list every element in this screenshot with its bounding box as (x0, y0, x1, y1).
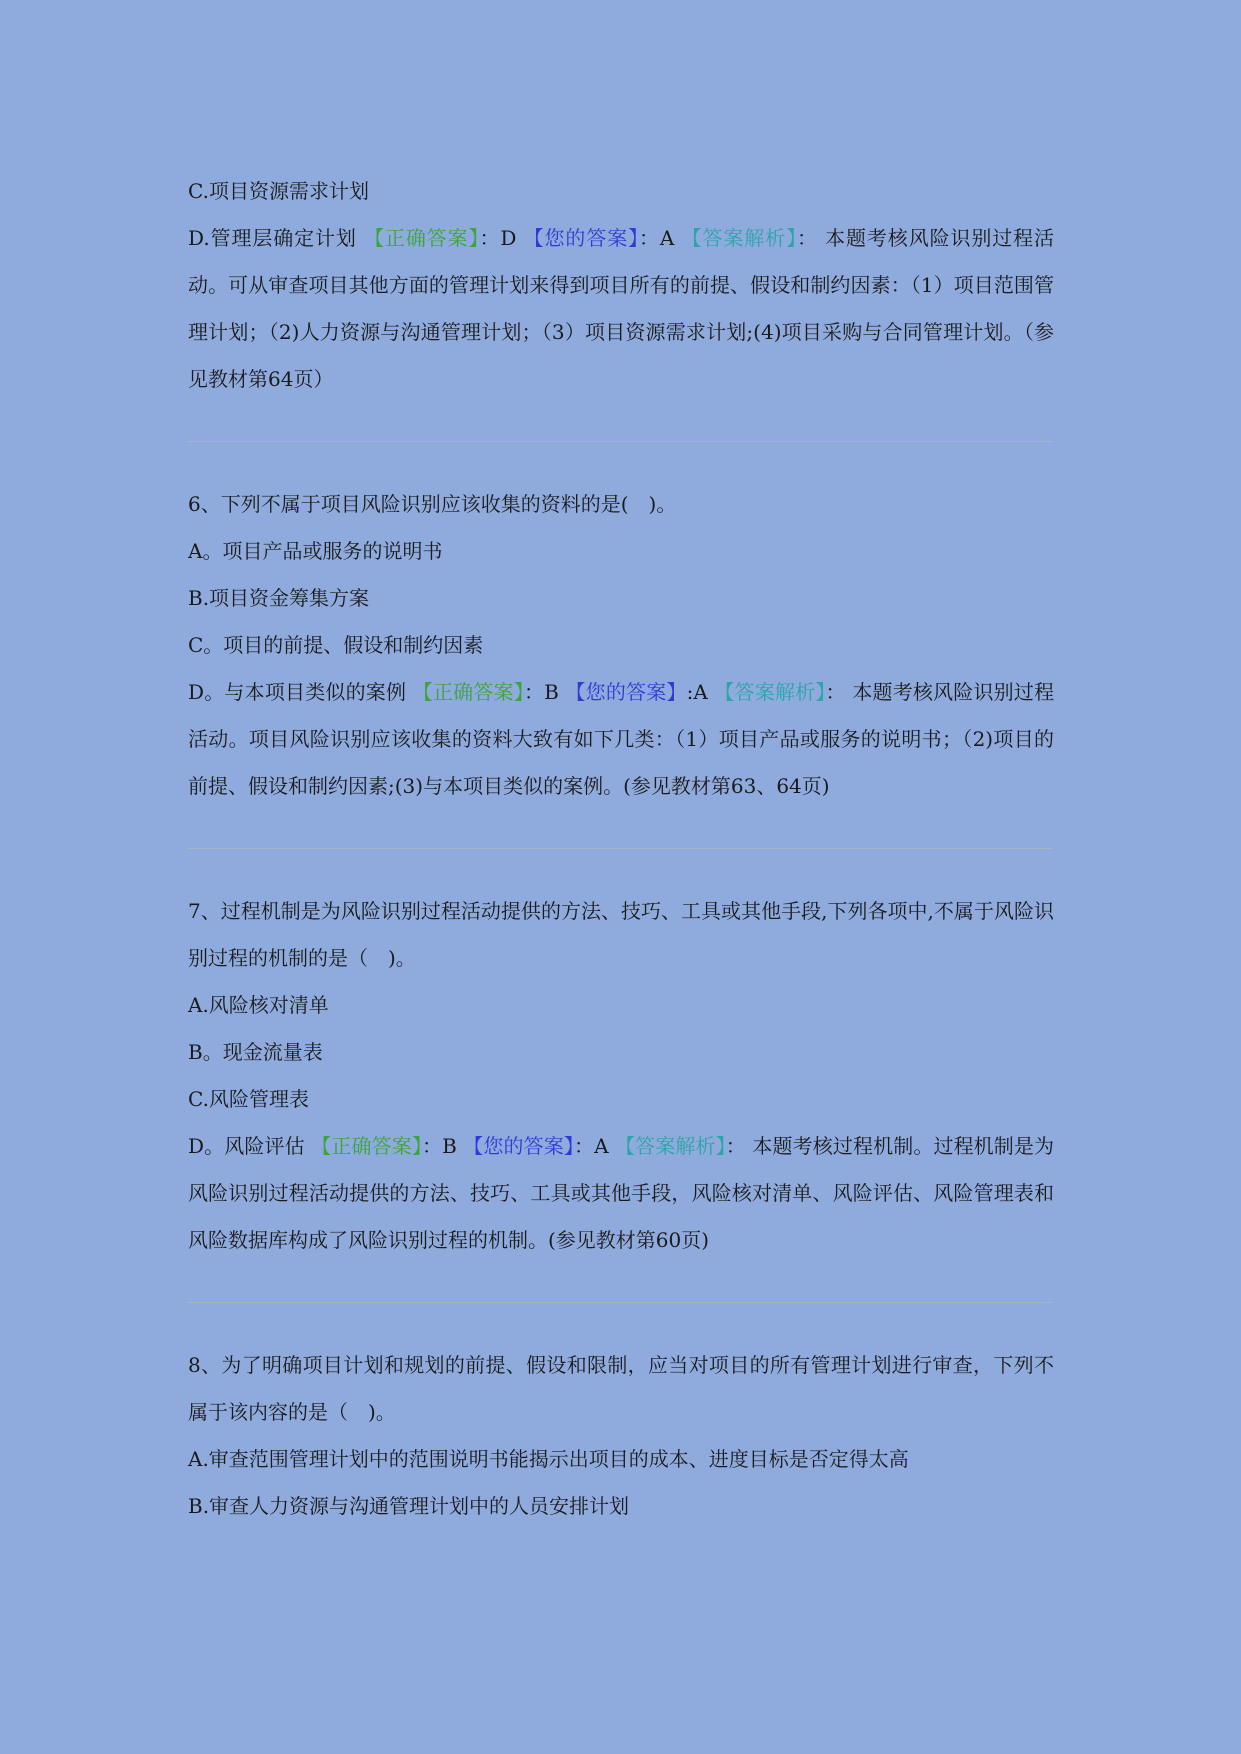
q6-option-b: B.项目资金筹集方案 (188, 586, 370, 610)
analysis-tag: 【答案解析】 (615, 1134, 726, 1158)
q7-analysis-text: 本题考核过程机制。过程机制是为风险识别过程活动提供的方法、技巧、工具或其他手段，风险核对清单、风险评估、风险管理表和风险数据库构成了风险识别过程的机制。(参见教材第60页) (188, 1134, 1055, 1252)
section-divider (188, 1302, 1052, 1303)
q5-option-d: D.管理层确定计划 (188, 226, 357, 250)
q8-option-b: B.审查人力资源与沟通管理计划中的人员安排计划 (188, 1494, 630, 1518)
q7-option-b: B。现金流量表 (188, 1040, 323, 1064)
your-answer-tag: 【您的答案】 (463, 1134, 574, 1158)
your-answer-tag: 【您的答案】 (523, 226, 639, 250)
q6-option-d: D。与本项目类似的案例 (188, 680, 407, 704)
q7-option-a: A.风险核对清单 (188, 993, 329, 1017)
q6-your-value: :A (686, 680, 708, 704)
correct-answer-tag: 【正确答案】 (412, 680, 524, 704)
q8-question: 8、为了明确项目计划和规划的前提、假设和限制，应当对项目的所有管理计划进行审查，下列不属于该内容的是（ )。 (188, 1353, 1054, 1424)
colon: ： (796, 226, 818, 250)
question-6-block (188, 481, 1054, 810)
question-7-block (188, 888, 1054, 1264)
q8-option-a: A.审查范围管理计划中的范围说明书能揭示出项目的成本、进度目标是否定得太高 (188, 1447, 909, 1471)
q6-option-a: A。项目产品或服务的说明书 (188, 539, 443, 563)
q5-correct-value: D (500, 226, 517, 250)
colon: ： (573, 1134, 595, 1158)
q7-option-d-with-answer (188, 1123, 1054, 1264)
your-answer-tag: 【您的答案】 (565, 680, 687, 704)
q6-option-c: C。项目的前提、假设和制约因素 (188, 633, 484, 657)
correct-answer-tag: 【正确答案】 (364, 226, 480, 250)
section-divider (188, 441, 1052, 442)
q7-your-value: A (594, 1134, 609, 1158)
colon: ： (479, 226, 501, 250)
section-divider (188, 848, 1052, 849)
q7-correct-value: B (442, 1134, 457, 1158)
q7-option-c: C.风险管理表 (188, 1087, 309, 1111)
colon: ： (639, 226, 660, 250)
q6-option-d-with-answer (188, 669, 1054, 810)
q6-analysis-text: 本题考核风险识别过程活动。项目风险识别应该收集的资料大致有如下几类：（1）项目产品或服务的说明书；（2)项目的前提、假设和制约因素;(3)与本项目类似的案例。(参见教材第63、64页) (188, 680, 1055, 798)
q5-your-value: A (659, 226, 675, 250)
q5-analysis-text: 本题考核风险识别过程活动。可从审查项目其他方面的管理计划来得到项目所有的前提、假设和制约因素：（1）项目范围管理计划；（2)人力资源与沟通管理计划；（3）项目资源需求计划;(4)项目采购与合同管理计划。（参见教材第64页） (188, 226, 1055, 391)
q5-option-c: C.项目资源需求计划 (188, 179, 369, 203)
analysis-tag: 【答案解析】 (681, 226, 797, 250)
q7-question: 7、过程机制是为风险识别过程活动提供的方法、技巧、工具或其他手段,下列各项中,不属于风险识别过程的机制的是（ )。 (188, 899, 1054, 970)
colon: ： (421, 1134, 443, 1158)
colon: ： (725, 1134, 746, 1158)
q6-question: 6、下列不属于项目风险识别应该收集的资料的是( )。 (188, 492, 677, 516)
question-5-block (188, 168, 1054, 403)
colon: ： (825, 680, 846, 704)
q6-correct-value: B (544, 680, 559, 704)
q5-option-d-with-answer (188, 215, 1054, 403)
analysis-tag: 【答案解析】 (714, 680, 826, 704)
document-page (188, 168, 1054, 1530)
correct-answer-tag: 【正确答案】 (311, 1134, 422, 1158)
question-8-block (188, 1342, 1054, 1530)
colon: ： (523, 680, 545, 704)
q7-option-d: D。风险评估 (188, 1134, 305, 1158)
